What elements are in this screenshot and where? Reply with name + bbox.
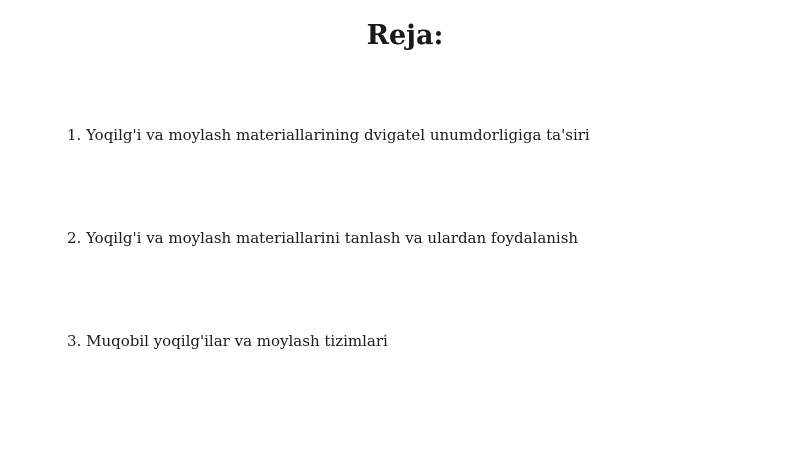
plan-item-3: 3. Muqobil yoqilg'ilar va moylash tizimlari [67,332,388,350]
plan-item-2: 2. Yoqilg'i va moylash materiallarini tanlash va ulardan foydalanish [67,229,579,247]
slide-title: Reja: [366,20,444,51]
plan-item-1: 1. Yoqilg'i va moylash materiallarining dvigatel unumdorligiga ta'siri [67,126,590,144]
